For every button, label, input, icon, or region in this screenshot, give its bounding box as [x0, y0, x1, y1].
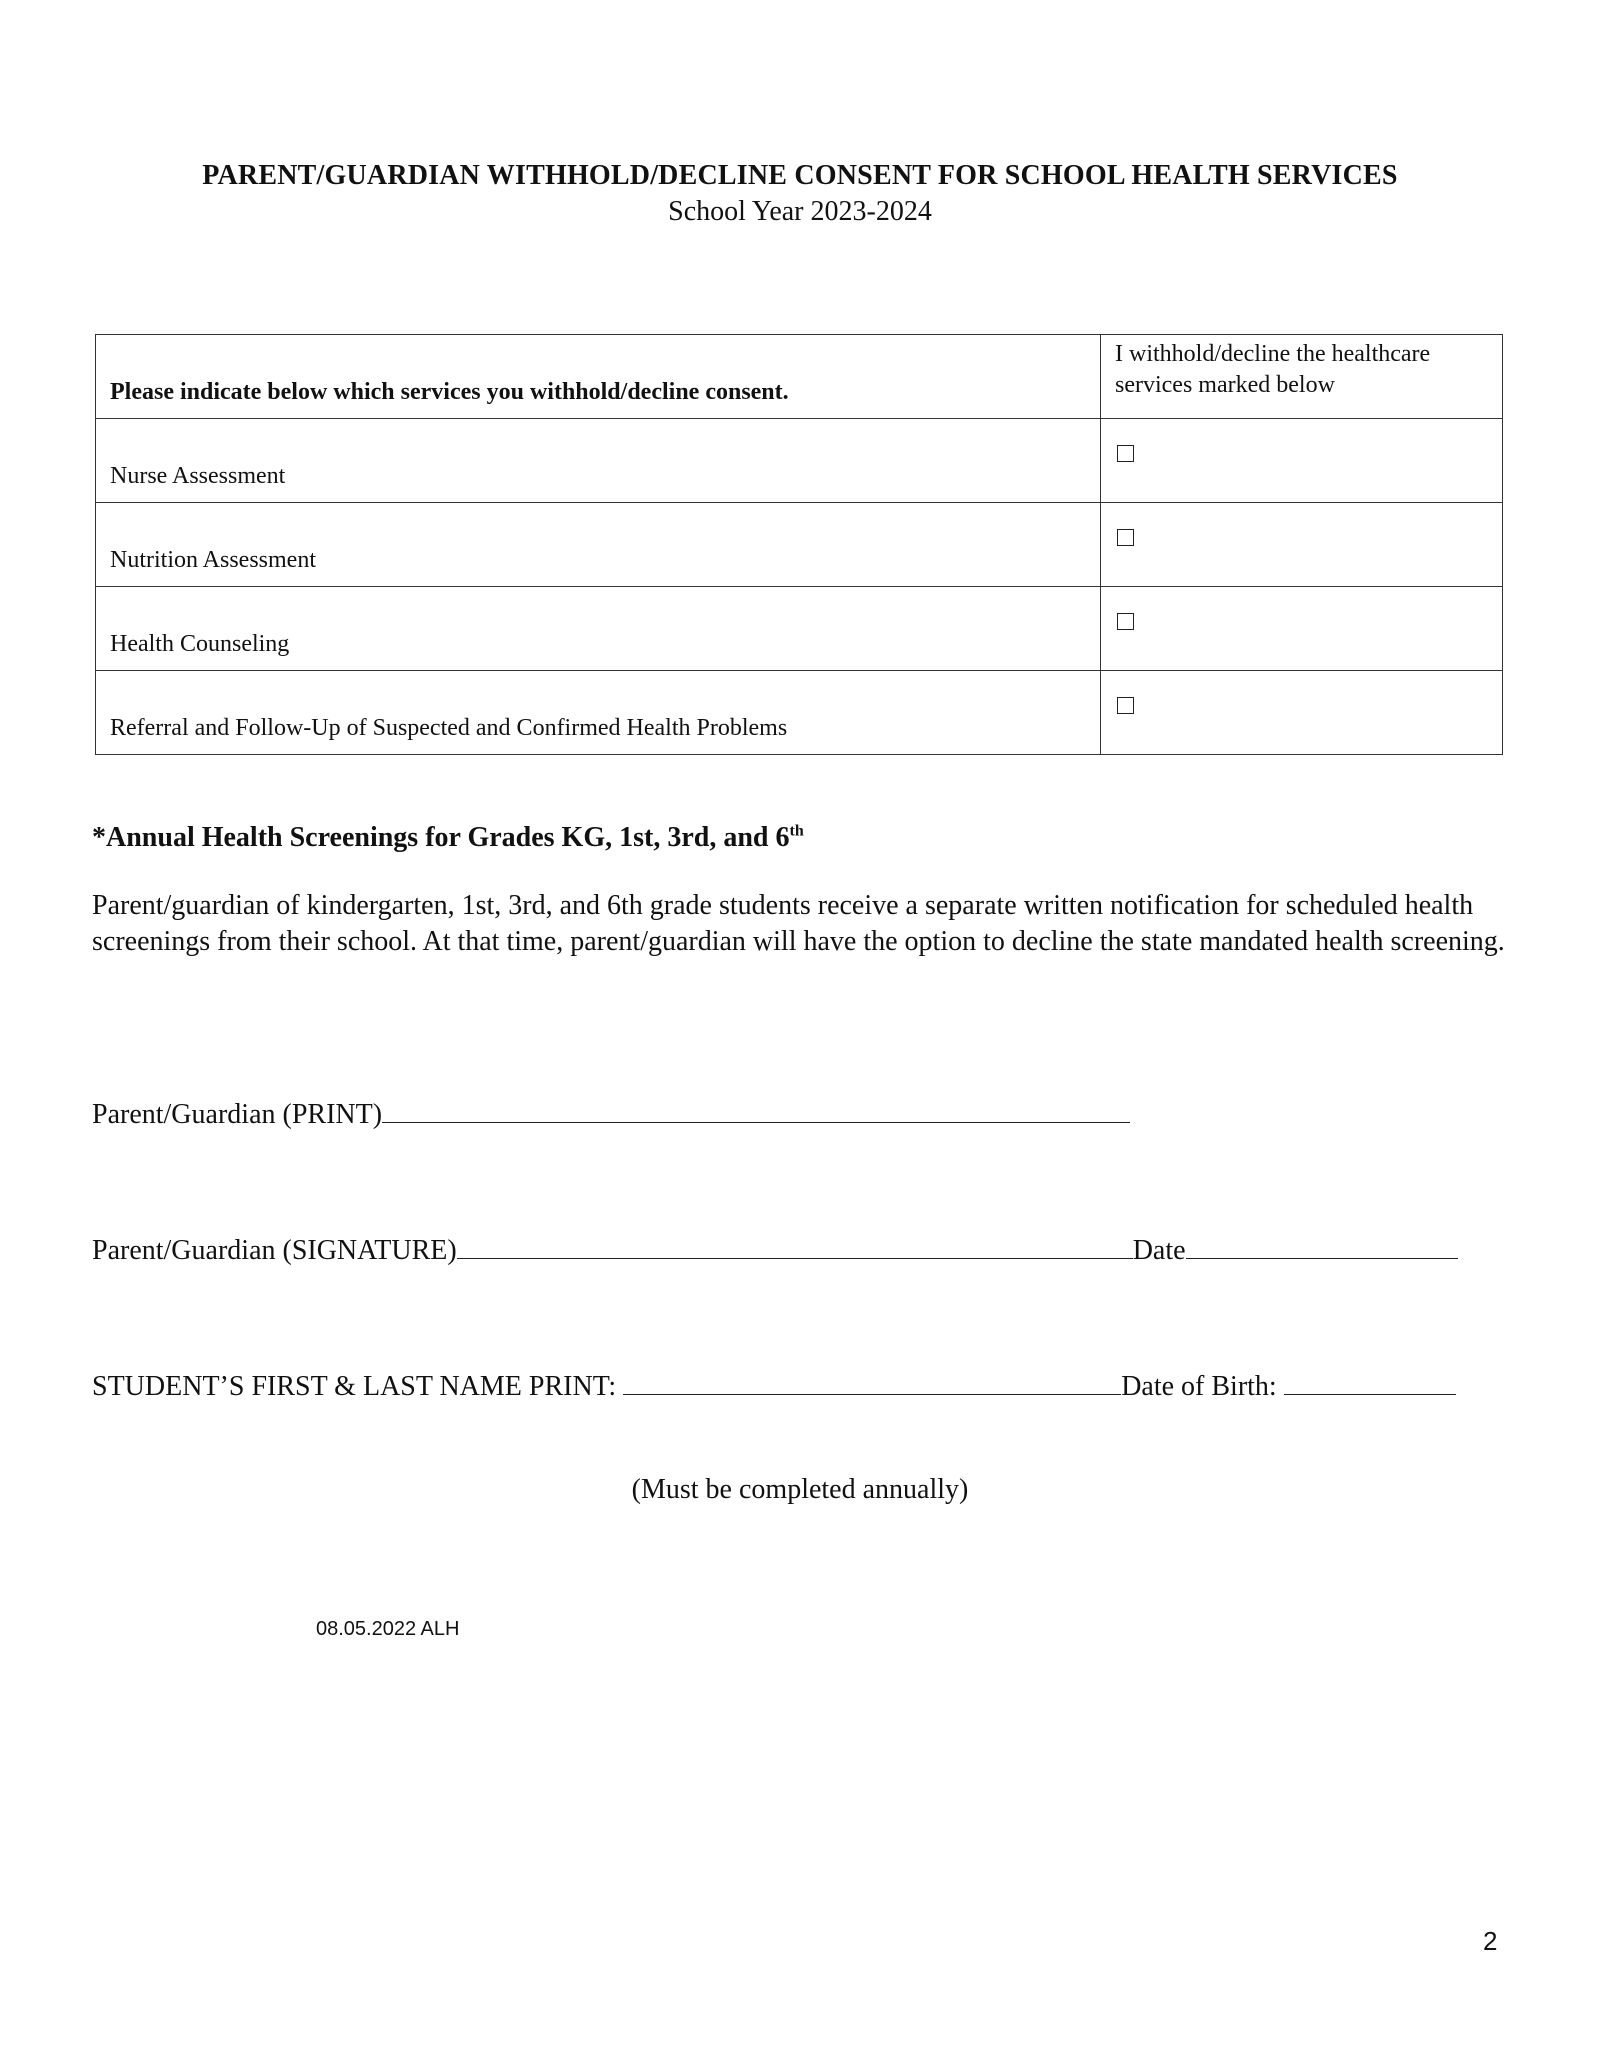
parent-signature-label: Parent/Guardian (SIGNATURE)	[92, 1235, 457, 1266]
withhold-column-heading-line2: services marked below	[1115, 372, 1335, 398]
student-row	[92, 1370, 1456, 1403]
parent-signature-row	[92, 1234, 1458, 1267]
parent-print-label: Parent/Guardian (PRINT)	[92, 1099, 383, 1130]
student-name-field[interactable]	[623, 1370, 1121, 1395]
parent-print-row	[92, 1098, 1130, 1131]
table-row	[96, 671, 1503, 755]
annual-note: (Must be completed annually)	[631, 1474, 969, 1505]
table-row	[96, 503, 1503, 587]
checkbox-health-counseling[interactable]	[1117, 613, 1134, 630]
dob-label: Date of Birth:	[1121, 1371, 1277, 1402]
table-header-right	[1101, 335, 1503, 419]
form-title: PARENT/GUARDIAN WITHHOLD/DECLINE CONSENT FOR SCHOOL HEALTH SERVICES	[202, 160, 1398, 191]
screenings-paragraph: Parent/guardian of kindergarten, 1st, 3rd, and 6th grade students receive a separate written notification for scheduled health screenings from their school. At that time, parent/guardian will have the option to decline the state mandated health screening.	[92, 890, 1505, 957]
services-table	[95, 334, 1503, 755]
withhold-column-heading-line1: I withhold/decline the healthcare	[1115, 341, 1431, 367]
dob-field[interactable]	[1284, 1370, 1456, 1395]
service-label-nutrition-assessment: Nutrition Assessment	[96, 503, 1101, 587]
parent-signature-field[interactable]	[457, 1234, 1133, 1259]
parent-print-field[interactable]	[382, 1098, 1130, 1123]
checkbox-nutrition-assessment[interactable]	[1117, 529, 1134, 546]
student-name-label: STUDENT’S FIRST & LAST NAME PRINT:	[92, 1371, 617, 1402]
date-label: Date	[1132, 1235, 1186, 1266]
table-header-row	[96, 335, 1503, 419]
table-header-left	[96, 335, 1101, 419]
table-row	[96, 419, 1503, 503]
checkbox-referral-follow-up[interactable]	[1117, 697, 1134, 714]
screenings-heading: *Annual Health Screenings for Grades KG, 1st, 3rd, and 6th	[92, 822, 804, 853]
service-label-health-counseling: Health Counseling	[96, 587, 1101, 671]
revision-code: 08.05.2022 ALH	[316, 1618, 460, 1640]
services-instruction: Please indicate below which services you withhold/decline consent.	[110, 379, 789, 405]
page-number: 2	[1483, 1926, 1498, 1956]
checkbox-nurse-assessment[interactable]	[1117, 445, 1134, 462]
table-row	[96, 587, 1503, 671]
service-label-referral-follow-up: Referral and Follow-Up of Suspected and Confirmed Health Problems	[96, 671, 1101, 755]
date-field[interactable]	[1186, 1234, 1458, 1259]
service-label-nurse-assessment: Nurse Assessment	[96, 419, 1101, 503]
school-year: School Year 2023-2024	[668, 196, 932, 227]
